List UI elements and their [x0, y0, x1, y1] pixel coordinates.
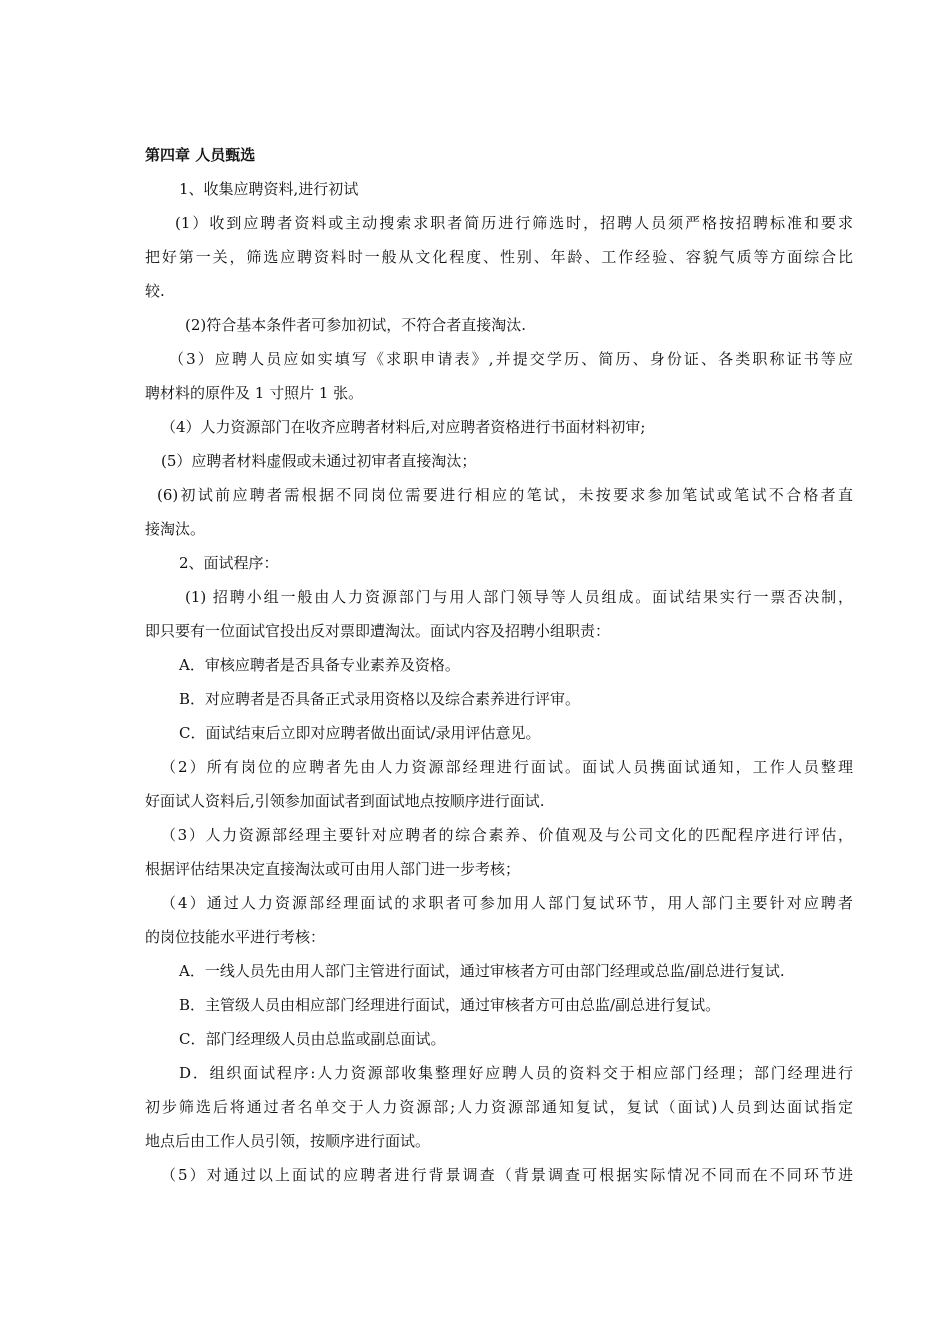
list-item: C．面试结束后立即对应聘者做出面试/录用评估意见。 — [179, 724, 541, 742]
list-item: C．部门经理级人员由总监或副总面试。 — [179, 1030, 446, 1048]
document-page — [145, 138, 853, 1192]
paragraph-line: 接淘汰。 — [145, 520, 206, 538]
list-item: A．审核应聘者是否具备专业素养及资格。 — [179, 656, 460, 674]
paragraph-line: 地点后由工作人员引领，按顺序进行面试。 — [145, 1132, 431, 1150]
list-item: D．组织面试程序:人力资源部收集整理好应聘人员的资料交于相应部门经理；部门经理进行 — [179, 1064, 853, 1082]
paragraph-line: 即只要有一位面试官投出反对票即遭淘汰。面试内容及招聘小组职责： — [145, 622, 611, 640]
paragraph-line: 好面试人资料后,引领参加面试者到面试地点按顺序进行面试. — [145, 792, 545, 810]
paragraph-line: （3）应聘人员应如实填写《求职申请表》,并提交学历、简历、身份证、各类职称证书等应 — [169, 350, 853, 368]
list-item: B．主管级人员由相应部门经理进行面试，通过审核者方可由总监/副总进行复试。 — [179, 996, 721, 1014]
paragraph-line: (1）收到应聘者资料或主动搜索求职者简历进行筛选时，招聘人员须严格按招聘标准和要求 — [175, 214, 853, 232]
paragraph-line: (2)符合基本条件者可参加初试，不符合者直接淘汰. — [185, 316, 527, 334]
list-item: B．对应聘者是否具备正式录用资格以及综合素养进行评审。 — [179, 690, 581, 708]
paragraph-line: （2）所有岗位的应聘者先由人力资源部经理进行面试。面试人员携面试通知，工作人员整理 — [161, 758, 853, 776]
paragraph-line: 根据评估结果决定直接淘汰或可由用人部门进一步考核； — [145, 860, 521, 878]
paragraph-line: 聘材料的原件及 1 寸照片 1 张。 — [145, 384, 364, 402]
chapter-title: 第四章 人员甄选 — [145, 146, 256, 164]
list-item: A．一线人员先由用人部门主管进行面试，通过审核者方可由部门经理或总监/副总进行复试. — [179, 962, 785, 980]
section-heading-2: 2、面试程序： — [179, 554, 279, 572]
paragraph-line: 初步筛选后将通过者名单交于人力资源部;人力资源部通知复试，复试（面试)人员到达面试指定 — [145, 1098, 853, 1116]
section-heading-1: 1、收集应聘资料,进行初试 — [179, 180, 359, 198]
paragraph-line: (6)初试前应聘者需根据不同岗位需要进行相应的笔试，未按要求参加笔试或笔试不合格者直 — [157, 486, 853, 504]
paragraph-line: （4）通过人力资源部经理面试的求职者可参加用人部门复试环节，用人部门主要针对应聘者 — [161, 894, 853, 912]
paragraph-line: (5）应聘者材料虚假或未通过初审者直接淘汰； — [161, 452, 477, 470]
paragraph-line: 把好第一关，筛选应聘资料时一般从文化程度、性别、年龄、工作经验、容貌气质等方面综合比 — [145, 248, 853, 266]
paragraph-line: (1) 招聘小组一般由人力资源部门与用人部门领导等人员组成。面试结果实行一票否决制， — [185, 588, 853, 606]
paragraph-line: （3）人力资源部经理主要针对应聘者的综合素养、价值观及与公司文化的匹配程序进行评估， — [161, 826, 853, 844]
paragraph-line: （4）人力资源部门在收齐应聘者材料后,对应聘者资格进行书面材料初审; — [161, 418, 646, 436]
paragraph-line: 的岗位技能水平进行考核： — [145, 928, 326, 946]
paragraph-line: 较. — [145, 282, 165, 300]
paragraph-line: （5）对通过以上面试的应聘者进行背景调查（背景调查可根据实际情况不同而在不同环节进 — [161, 1166, 853, 1184]
